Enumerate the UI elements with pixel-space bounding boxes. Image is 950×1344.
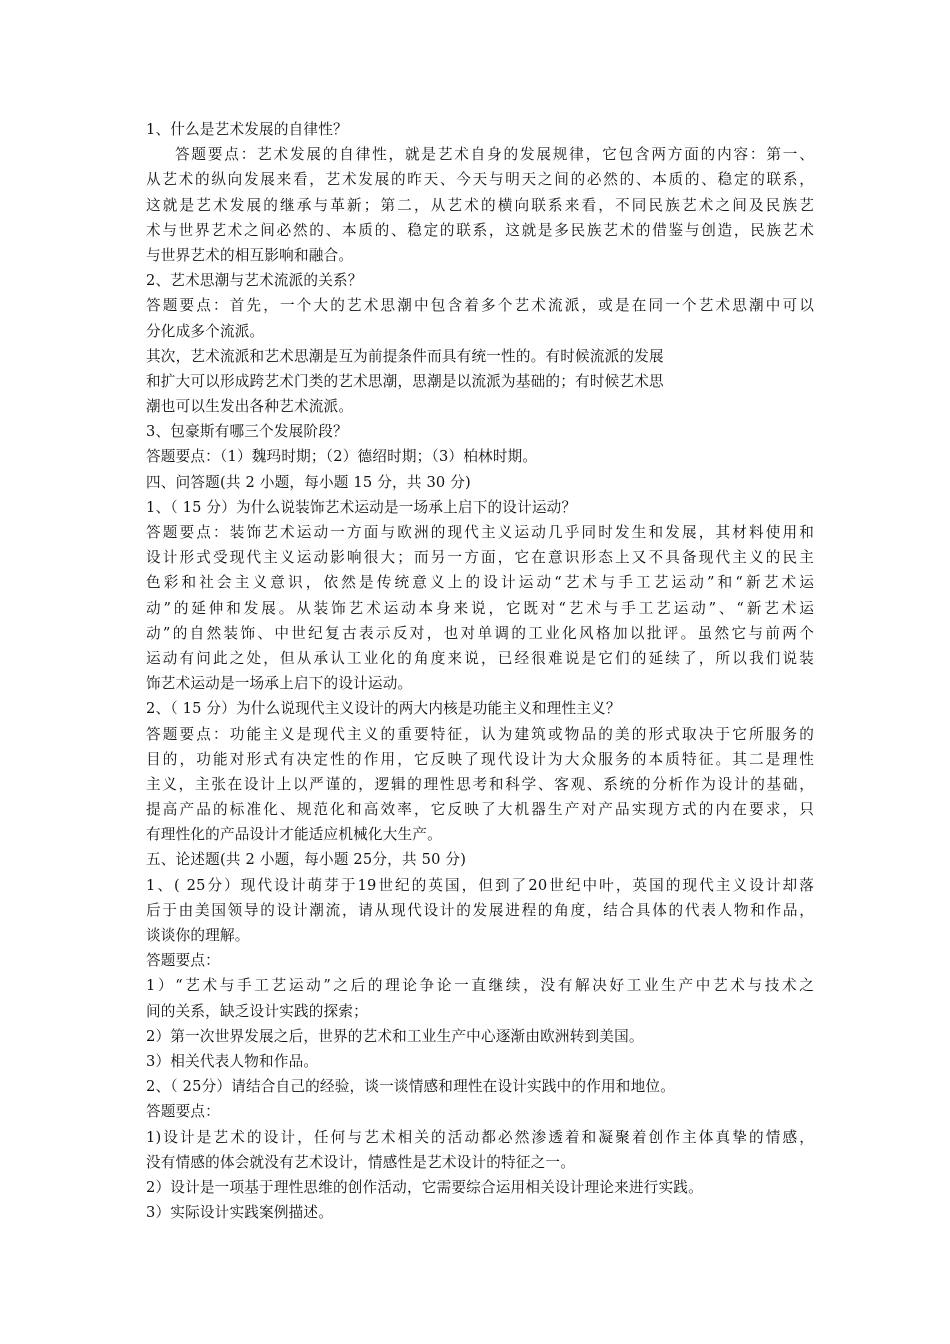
text-line: 运动有问此之处，但从承认工业化的角度来说，已经很难说是它们的延续了，所以我们说装: [146, 649, 814, 667]
text-line: 2）第一次世界发展之后，世界的艺术和工业生产中心逐渐由欧洲转到美国。: [146, 1027, 644, 1045]
text-line: 答题要点：: [146, 952, 220, 970]
text-line: 术与世界艺术之间必然的、本质的、稳定的联系，这就是多民族艺术的借鉴与创造，民族艺术: [146, 221, 814, 239]
text-line: 3）实际设计实践案例描述。: [146, 1204, 334, 1222]
text-line: 分化成多个流派。: [146, 322, 265, 340]
text-line: 3）相关代表人物和作品。: [146, 1052, 319, 1070]
text-line: 2、（ 25分）请结合自己的经验，谈一谈情感和理性在设计实践中的作用和地位。: [146, 1078, 675, 1096]
text-line: 1、什么是艺术发展的自律性？: [146, 121, 348, 138]
text-line: 答题要点：（1）魏玛时期；（2）德绍时期；（3）柏林时期。: [146, 448, 538, 466]
text-line: 后于由美国领导的设计潮流，请从现代设计的发展进程的角度，结合具体的代表人物和作品，: [146, 901, 814, 919]
text-line: 答题要点：首先，一个大的艺术思潮中包含着多个艺术流派，或是在同一个艺术思潮中可以: [146, 297, 814, 315]
text-line: 1)设计是艺术的设计，任何与艺术相关的活动都必然渗透着和凝聚着创作主体真挚的情感，: [146, 1128, 814, 1146]
text-line: 和扩大可以形成跨艺术门类的艺术思潮，思潮是以流派为基础的；有时候艺术思: [146, 372, 664, 390]
text-line: 与世界艺术的相互影响和融合。: [146, 246, 354, 264]
text-line: 2）设计是一项基于理性思维的创作活动，它需要综合运用相关设计理论来进行实践。: [146, 1178, 703, 1196]
text-line: 饰艺术运动是一场承上启下的设计运动。: [146, 675, 413, 693]
text-line: 目的，功能对形式有决定性的作用，它反映了现代设计为大众服务的本质特征。其二是理性: [146, 750, 814, 768]
text-line: 答题要点：功能主义是现代主义的重要特征，认为建筑或物品的美的形式取决于它所服务的: [146, 725, 814, 743]
text-line: 动”的延伸和发展。从装饰艺术运动本身来说，它既对“艺术与手工艺运动”、“新艺术运: [146, 599, 814, 617]
text-line: 这就是艺术发展的继承与革新；第二，从艺术的横向联系来看，不同民族艺术之间及民族艺: [146, 196, 814, 214]
text-line: 2、（ 15 分）为什么说现代主义设计的两大内核是功能主义和理性主义？: [146, 700, 621, 718]
text-line: 动”的自然装饰、中世纪复古表示反对，也对单调的工业化风格加以批评。虽然它与前两个: [146, 624, 814, 642]
text-line: 1）“艺术与手工艺运动”之后的理论争论一直继续，没有解决好工业生产中艺术与技术之: [146, 977, 814, 995]
text-line: 提高产品的标准化、规范化和高效率，它反映了大机器生产对产品实现方式的内在要求，只: [146, 801, 814, 819]
text-line: 1、（ 15 分）为什么说装饰艺术运动是一场承上启下的设计运动？: [146, 498, 577, 516]
text-line: 从艺术的纵向发展来看，艺术发展的昨天、今天与明天之间的必然的、本质的、稳定的联系，: [146, 171, 814, 189]
text-line: 没有情感的体会就没有艺术设计，情感性是艺术设计的特征之一。: [146, 1153, 576, 1171]
document-page: [146, 117, 814, 1225]
text-line: 有理性化的产品设计才能适应机械化大生产。: [146, 826, 442, 844]
text-line: 1、( 25分）现代设计萌芽于19世纪的英国，但到了20世纪中叶，英国的现代主义设计却落: [146, 876, 814, 894]
text-line: 答题要点：装饰艺术运动一方面与欧洲的现代主义运动几乎同时发生和发展，其材料使用和: [146, 524, 814, 541]
text-line: 间的关系，缺乏设计实践的探索；: [146, 1002, 368, 1020]
text-line: 主义，主张在设计上以严谨的，逻辑的理性思考和科学、客观、系统的分析作为设计的基础，: [146, 775, 814, 793]
text-line: 2、艺术思潮与艺术流派的关系？: [146, 272, 363, 290]
text-line: 答题要点：艺术发展的自律性，就是艺术自身的发展规律，它包含两方面的内容：第一、: [175, 146, 814, 164]
text-line: 设计形式受现代主义运动影响很大；而另一方面，它在意识形态上又不具备现代主义的民主: [146, 549, 814, 567]
text-line: 四、问答题(共 2 小题，每小题 15 分，共 30 分): [146, 473, 471, 491]
text-line: 色彩和社会主义意识，依然是传统意义上的设计运动“艺术与手工艺运动”和“新艺术运: [146, 574, 814, 592]
text-line: 五、论述题(共 2 小题，每小题 25分，共 50 分): [146, 851, 467, 869]
text-line: 谈谈你的理解。: [146, 927, 250, 944]
text-line: 3、包豪斯有哪三个发展阶段？: [146, 423, 348, 441]
text-line: 答题要点：: [146, 1103, 220, 1121]
text-line: 潮也可以生发出各种艺术流派。: [146, 398, 354, 416]
text-line: 其次，艺术流派和艺术思潮是互为前提条件而具有统一性的。有时候流派的发展: [146, 347, 664, 365]
